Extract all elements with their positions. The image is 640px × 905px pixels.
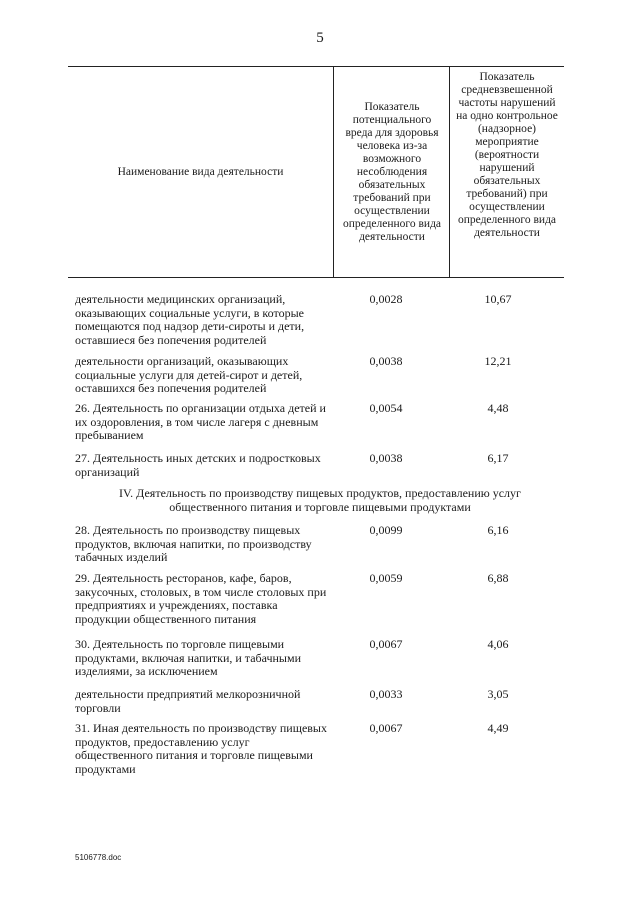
row-harm-value: 0,0033 bbox=[369, 687, 403, 701]
row-harm-value: 0,0054 bbox=[369, 401, 403, 415]
row-activity: 30. Деятельность по торговле пищевыми продуктами, включая напитки, и табачными изделиями, за исключением bbox=[75, 637, 302, 679]
table-row bbox=[0, 524, 640, 572]
table-row bbox=[0, 688, 640, 722]
table-row bbox=[0, 572, 640, 638]
table-header bbox=[68, 66, 564, 278]
row-activity: 31. Иная деятельность по производству пищевых продуктов, предоставлению услуг общественного питания и торговле пищевыми продуктами bbox=[75, 721, 327, 776]
row-activity: деятельности медицинских организаций, оказывающих социальные услуги, в которые помещаются под надзор дети-сироты и дети, оставшиеся без попечения родителей bbox=[75, 292, 305, 347]
header-harm-indicator: Показатель потенциального вреда для здоровья человека из-за возможного несоблюдения обязательных требований при осуществлении определенного вида деятельности bbox=[333, 67, 450, 277]
row-frequency-value: 10,67 bbox=[484, 292, 512, 306]
row-harm-value: 0,0099 bbox=[369, 523, 403, 537]
row-frequency-value: 12,21 bbox=[484, 354, 512, 368]
row-activity: деятельности организаций, оказывающих социальные услуги для детей-сирот и детей, оставшихся без попечения родителей bbox=[75, 354, 303, 396]
row-activity: 29. Деятельность ресторанов, кафе, баров, закусочных, столовых, в том числе столовых при предприятиях и учреждениях, поставка продукции общественного питания bbox=[75, 571, 327, 626]
row-frequency-value: 6,17 bbox=[487, 451, 509, 465]
row-activity: 26. Деятельность по организации отдыха детей и их оздоровления, в том числе лагеря с дневным пребыванием bbox=[75, 401, 326, 443]
table-row bbox=[0, 452, 640, 486]
row-harm-value: 0,0038 bbox=[369, 354, 403, 368]
row-harm-value: 0,0067 bbox=[369, 637, 403, 651]
section-heading: IV. Деятельность по производству пищевых продуктов, предоставлению услуг общественного питания и торговле пищевыми продуктами bbox=[119, 486, 521, 514]
table-row bbox=[0, 638, 640, 688]
row-frequency-value: 4,49 bbox=[487, 721, 509, 735]
row-frequency-value: 6,88 bbox=[487, 571, 509, 585]
table-body bbox=[0, 293, 640, 784]
row-activity: деятельности предприятий мелкорозничной торговли bbox=[75, 687, 301, 715]
table-row bbox=[0, 355, 640, 402]
header-violation-frequency: Показатель средневзвешенной частоты нарушений на одно контрольное (надзорное) мероприятие (вероятности нарушений обязательных требований) при осуществлении определенного вида деятельности bbox=[449, 67, 564, 277]
row-frequency-value: 4,06 bbox=[487, 637, 509, 651]
row-frequency-value: 6,16 bbox=[487, 523, 509, 537]
row-frequency-value: 4,48 bbox=[487, 401, 509, 415]
row-harm-value: 0,0028 bbox=[369, 292, 403, 306]
row-harm-value: 0,0038 bbox=[369, 451, 403, 465]
table-row bbox=[0, 402, 640, 452]
row-harm-value: 0,0067 bbox=[369, 721, 403, 735]
table-row bbox=[0, 722, 640, 784]
row-activity: 27. Деятельность иных детских и подростковых организаций bbox=[75, 451, 321, 479]
header-activity-name: Наименование вида деятельности bbox=[117, 165, 284, 178]
row-frequency-value: 3,05 bbox=[487, 687, 509, 701]
page-number: 5 bbox=[316, 30, 324, 46]
row-harm-value: 0,0059 bbox=[369, 571, 403, 585]
table-row bbox=[0, 293, 640, 355]
document-id: 5106778.doc bbox=[75, 853, 122, 862]
row-activity: 28. Деятельность по производству пищевых продуктов, включая напитки, по производству табачных изделий bbox=[75, 523, 312, 565]
